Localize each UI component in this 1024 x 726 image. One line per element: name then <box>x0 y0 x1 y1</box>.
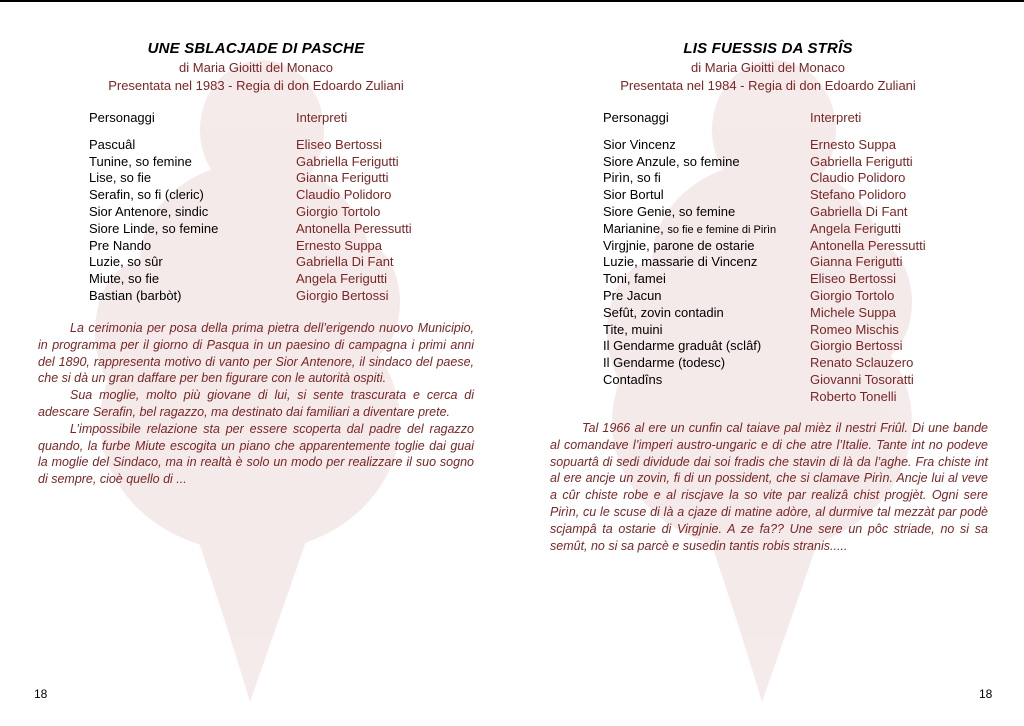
play-title: UNE SBLACJADE DI PASCHE <box>147 40 365 57</box>
actor-name: Gianna Ferigutti <box>296 170 389 186</box>
actor-name: Giorgio Tortolo <box>296 203 381 219</box>
actor-name: Ernesto Suppa <box>810 136 897 152</box>
synopsis-paragraph: Tal 1966 al ere un cunfin cal taiave pal mièz il nestri Friûl. Di une bande al comandave l’imperi austro-ungaric e di che atre l’Italie. Tante int no podeve sopuartâ di sedi dividude dai soi fradis che stavin di là da l’aghe. Fra chiste int al ere ancje un zovin, fi di un possident, che si clamave Pirìn. Ancje lui al veve a cûr chiste robe e al riscjave la so vite par realizâ chist progjèt. Ogni sere Pirìn, cu le scuse di là a cjaze di matine adòre, al durmive tal mezzàt par podè scjampâ ta ostarie di Virgjnie. A ze fa?? Une sere un pôc striade, no si sa semût, no si sa parcè e susedin tantis robis stranis..... <box>550 421 988 553</box>
character-name: Serafin, so fi (cleric) <box>89 187 204 203</box>
cast-row <box>89 154 412 171</box>
synopsis-paragraph: L’impossibile relazione sta per essere scoperta dal padre del ragazzo quando, la furbe Miute escogita un piano che apparentemente toglie dai guai la moglie del Sindaco, ma in realtà è solo un modo per realizzare il suo sogno di sempre, cioè quello di ... <box>38 421 474 487</box>
cast-row <box>603 372 926 389</box>
actor-name: Giovanni Tosoratti <box>810 371 914 387</box>
cast-row <box>603 154 926 171</box>
cast-row <box>89 187 412 204</box>
character-name: Sior Bortul <box>603 187 664 203</box>
character-name: Siore Linde, so femine <box>89 220 219 236</box>
cast-row <box>603 221 926 238</box>
right-page <box>512 2 1024 726</box>
character-name: Luzie, so sûr <box>89 254 163 270</box>
actor-name: Eliseo Bertossi <box>810 271 896 287</box>
synopsis <box>550 420 988 554</box>
actor-name: Renato Sclauzero <box>810 355 914 371</box>
cast-row <box>603 305 926 322</box>
character-name: Siore Anzule, so femine <box>603 153 740 169</box>
actors-column-header: Interpreti <box>296 110 348 125</box>
cast-row <box>89 204 412 221</box>
actor-name: Gabriella Di Fant <box>810 203 908 219</box>
cast-row <box>603 204 926 221</box>
play-presented: Presentata nel 1984 - Regia di don Edoardo Zuliani <box>620 78 916 93</box>
character-name: Virgjnie, parone de ostarie <box>603 237 755 253</box>
cast-list <box>603 110 926 406</box>
roles-column-header: Personaggi <box>89 110 155 125</box>
character-name-text: Marianine, <box>603 220 664 236</box>
character-name: Pre Nando <box>89 237 152 253</box>
character-name <box>603 221 810 238</box>
actor-name: Gabriella Ferigutti <box>810 153 913 169</box>
cast-header <box>603 110 926 127</box>
actor-name: Roberto Tonelli <box>810 388 897 404</box>
left-page <box>0 2 512 726</box>
synopsis-paragraph: La cerimonia per posa della prima pietra dell’erigendo nuovo Municipio, in programma per il giorno di Pasqua in un paesino di campagna i primi anni del 1890, rappresenta motivo di vanto per Sior Antenore, il sindaco del paese, che si dà un gran daffare per ben figurare con le autorità ospiti. <box>38 321 474 386</box>
actor-name: Angela Ferigutti <box>810 220 902 236</box>
actor-name: Eliseo Bertossi <box>296 136 382 152</box>
actor-name: Stefano Polidoro <box>810 187 907 203</box>
actor-name: Claudio Polidoro <box>810 170 906 186</box>
actor-name: Gianna Ferigutti <box>810 254 903 270</box>
cast-row <box>89 221 412 238</box>
cast-row <box>603 187 926 204</box>
page-number: 18 <box>34 687 48 701</box>
cast-row <box>603 271 926 288</box>
page-number: 18 <box>979 687 993 701</box>
cast-row <box>603 338 926 355</box>
character-name: Toni, famei <box>603 271 666 287</box>
cast-row <box>89 254 412 271</box>
actor-name: Gabriella Di Fant <box>296 254 394 270</box>
cast-list <box>89 110 412 305</box>
synopsis <box>38 320 474 488</box>
cast-row <box>89 288 412 305</box>
actor-name: Gabriella Ferigutti <box>296 153 399 169</box>
character-name: Siore Genie, so femine <box>603 203 736 219</box>
character-name <box>603 389 810 406</box>
cast-row <box>603 170 926 187</box>
character-description: so fie e femine di Pirìn <box>667 223 777 236</box>
cast-row <box>89 238 412 255</box>
cast-row <box>89 271 412 288</box>
character-name: Sior Antenore, sindic <box>89 203 209 219</box>
play-author: di Maria Gioitti del Monaco <box>691 60 845 75</box>
cast-row <box>603 288 926 305</box>
cast-row <box>603 137 926 154</box>
character-name: Tite, muini <box>603 321 663 337</box>
synopsis-paragraph: Sua moglie, molto più giovane di lui, si sente trascurata e cerca di adescare Serafin, bel ragazzo, ma destinato dai familiari a diventare prete. <box>38 388 474 419</box>
cast-header <box>89 110 412 127</box>
character-name: Pirìn, so fi <box>603 170 661 186</box>
character-name: Luzie, massarie di Vincenz <box>603 254 758 270</box>
character-name: Pascuâl <box>89 136 136 152</box>
character-name: Miute, so fie <box>89 271 160 287</box>
play-presented: Presentata nel 1983 - Regia di don Edoardo Zuliani <box>108 78 404 93</box>
actor-name: Giorgio Bertossi <box>296 287 389 303</box>
cast-row <box>603 322 926 339</box>
play-title: LIS FUESSIS DA STRÎS <box>683 40 853 57</box>
character-name: Bastian (barbòt) <box>89 287 182 303</box>
roles-column-header: Personaggi <box>603 110 669 125</box>
actor-name: Antonella Peressutti <box>810 237 926 253</box>
cast-row <box>603 254 926 271</box>
actor-name: Giorgio Tortolo <box>810 287 895 303</box>
actors-column-header: Interpreti <box>810 110 862 125</box>
character-name: Sefût, zovin contadin <box>603 304 724 320</box>
character-name: Contadîns <box>603 371 663 387</box>
cast-row <box>603 389 926 406</box>
actor-name: Angela Ferigutti <box>296 271 388 287</box>
character-name: Pre Jacun <box>603 287 662 303</box>
cast-row <box>603 238 926 255</box>
actor-name: Romeo Mischis <box>810 321 899 337</box>
actor-name: Giorgio Bertossi <box>810 338 903 354</box>
character-name: Lise, so fie <box>89 170 152 186</box>
play-author: di Maria Gioitti del Monaco <box>179 60 333 75</box>
cast-row <box>89 137 412 154</box>
actor-name: Antonella Peressutti <box>296 220 412 236</box>
cast-row <box>603 355 926 372</box>
character-name: Sior Vincenz <box>603 136 676 152</box>
actor-name: Claudio Polidoro <box>296 187 392 203</box>
actor-name: Michele Suppa <box>810 304 896 320</box>
actor-name: Ernesto Suppa <box>296 237 383 253</box>
character-name: Il Gendarme graduât (sclâf) <box>603 338 762 354</box>
character-name: Il Gendarme (todesc) <box>603 355 726 371</box>
character-name: Tunine, so femine <box>89 153 192 169</box>
cast-row <box>89 170 412 187</box>
